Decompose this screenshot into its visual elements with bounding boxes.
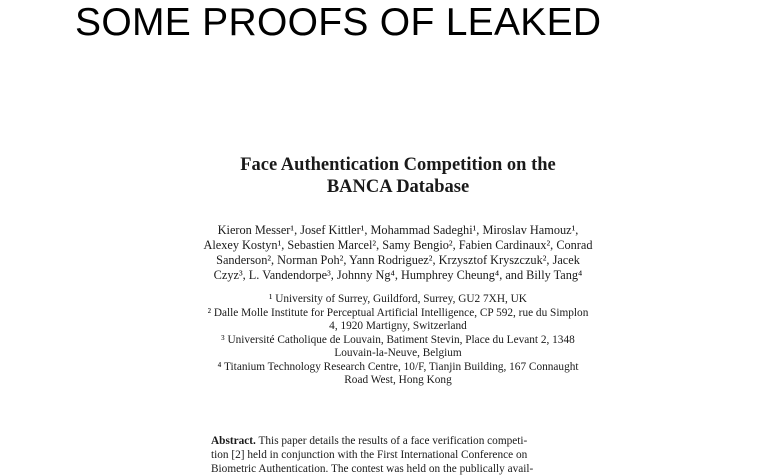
affiliation-line: ⁴ Titanium Technology Research Centre, 10/F, Tianjin Building, 167 Connaught bbox=[217, 360, 579, 373]
paper-title-line: BANCA Database bbox=[326, 177, 470, 197]
affiliation-line: ² Dalle Molle Institute for Perceptual Artificial Intelligence, CP 592, rue du Simplon bbox=[207, 306, 589, 319]
author-line: Alexey Kostyn¹, Sebastien Marcel², Samy Bengio², Fabien Cardinaux², Conrad bbox=[203, 238, 593, 252]
author-list bbox=[150, 223, 646, 283]
affiliation-line: Road West, Hong Kong bbox=[344, 374, 452, 386]
affiliation-list bbox=[150, 293, 646, 388]
author-line: Kieron Messer¹, Josef Kittler¹, Mohammad Sadeghi¹, Miroslav Hamouz¹, bbox=[217, 223, 579, 237]
author-line: Czyz³, L. Vandendorpe³, Johnny Ng⁴, Humphrey Cheung⁴, and Billy Tang⁴ bbox=[213, 268, 583, 282]
abstract-line: Biometric Authentication. The contest was held on the publically avail- bbox=[211, 463, 534, 475]
affiliation-line: Louvain-la-Neuve, Belgium bbox=[334, 347, 462, 359]
author-line: Sanderson², Norman Poh², Yann Rodriguez², Krzysztof Kryszczuk², Jacek bbox=[216, 253, 580, 267]
abstract-line bbox=[211, 434, 591, 448]
paper-title bbox=[150, 154, 646, 198]
slide-title: SOME PROOFS OF LEAKED bbox=[75, 1, 602, 44]
affiliation-line: ³ Université Catholique de Louvain, Batiment Stevin, Place du Levant 2, 1348 bbox=[221, 333, 575, 346]
abstract-line: tion [2] held in conjunction with the First International Conference on bbox=[211, 449, 528, 461]
affiliation-line: ¹ University of Surrey, Guildford, Surrey, GU2 7XH, UK bbox=[269, 293, 527, 305]
abstract-label: Abstract. bbox=[211, 435, 256, 447]
paper-title-line: Face Authentication Competition on the bbox=[240, 155, 556, 175]
paper-excerpt bbox=[150, 154, 646, 388]
affiliation-line: 4, 1920 Martigny, Switzerland bbox=[329, 320, 467, 332]
abstract-text: This paper details the results of a face verification competi- bbox=[258, 435, 528, 447]
